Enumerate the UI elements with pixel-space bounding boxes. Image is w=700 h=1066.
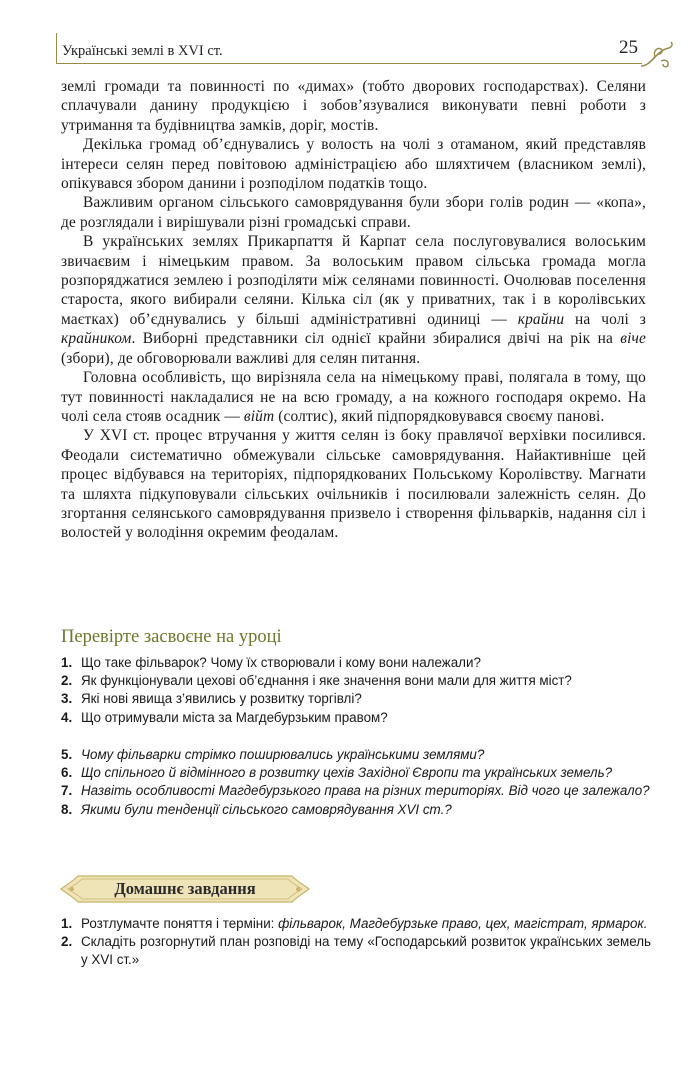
term-viche: віче xyxy=(620,330,646,348)
paragraph-5: Головна особливість, що вирізняла села на німецькому праві, полягала в тому, що тут повинності накладалися не на всю громаду, а на кожного господаря окремо. На чолі села стояв осадник — війт (солтис), який підпорядковувався своєму панові. xyxy=(61,369,646,425)
paragraph-2: Декілька громад об’єднувались у волость на чолі з отаманом, який представляв інтереси селян перед повітовою адміністрацією або шляхтичем (власником землі), опікувався збором данини і розподілом податків тощо. xyxy=(61,136,646,193)
homework-tasks xyxy=(61,915,651,970)
questions-regular xyxy=(61,654,651,727)
question-item: 5. Чому фільварки стрімко поширювались українськими землями? xyxy=(61,747,485,762)
paragraph-6: У XVI ст. процес втручання у життя селян із боку правлячої верхівки посилився. Феодали систематично обмежували сільське самоврядування. Найактивніше цей процес відбувався на територіях, підпорядкованих Польському Королівству. Магнати та шляхта підкуповували сільських очільників і посилювали залежність селян. До згортання селянського самоврядування призвело і створення фільварків, надання сіл і волостей у володіння окремим феодалам. xyxy=(61,427,646,542)
question-item: 2. Як функціонували цехові об’єднання і яке значення вони мали для життя міст? xyxy=(61,673,572,689)
check-section-heading: Перевірте засвоєне на уроці xyxy=(61,627,282,647)
question-item: 1. Що таке фільварок? Чому їх створювали і кому вони належали? xyxy=(61,655,481,670)
question-item: 4. Що отримували міста за Магдебурзьким правом? xyxy=(61,709,388,725)
main-text xyxy=(61,77,646,543)
homework-task: 1. Розтлумачте поняття і терміни: фільварок, Магдебурзьке право, цех, магістрат, ярмарок. xyxy=(61,916,648,931)
running-header xyxy=(56,33,646,63)
header-rule-tick xyxy=(56,33,57,64)
question-item: 6. Що спільного й відмінного в розвитку цехів Західної Європи та українських земель? xyxy=(61,765,613,781)
questions-italic xyxy=(61,746,651,819)
question-item: 7. Назвіть особливості Магдебурзького права на різних територіях. Від чого це залежало? xyxy=(61,783,650,799)
page-number: 25 xyxy=(619,37,638,58)
question-item: 8. Якими були тенденції сільського самоврядування XVI ст.? xyxy=(61,801,452,817)
header-rule xyxy=(56,63,642,64)
homework-banner xyxy=(60,872,310,906)
paragraph-1: землі громади та повинності по «димах» (тобто дворових господарствах). Селяни сплачували данину продукцією і зобов’язувалися виконувати певні роботи з утримання та будівництва замків, доріг, мостів. xyxy=(61,78,646,134)
homework-task: 2. Складіть розгорнутий план розповіді на тему «Господарський розвиток українських земель у XVI ст.» xyxy=(61,934,651,968)
homework-label: Домашнє завдання xyxy=(114,879,256,898)
term-kraina: крайни xyxy=(517,310,565,328)
paragraph-4: В українських землях Прикарпаття й Карпат села послуговувалися волоським звичаєвим і німецьким правом. За волоським правом сільська громада могла розпоряджатися землею і розподіляти між селянами повинності. Очолював поселення староста, якого вибирали селяни. Кілька сіл (як у приватних, так і в королівських маєтках) об’єднувались у більші адміністративні одиниці — крайни на чолі з крайником. Виборні представники сіл однієї крайни збиралися двічі на рік на віче (збори), де обговорювали важливі для селян питання. xyxy=(61,233,646,367)
question-item: 3. Які нові явища з’явились у розвитку торгівлі? xyxy=(61,691,362,707)
corner-ornament-icon xyxy=(639,39,675,71)
term-krainyk: крайником xyxy=(61,330,132,348)
term-viit: війт xyxy=(243,407,275,425)
paragraph-3: Важливим органом сільського самоврядування були збори голів родин — «копа», де розглядали і вирішували різні громадські справи. xyxy=(61,194,646,231)
header-title: Українські землі в XVI ст. xyxy=(62,43,223,59)
